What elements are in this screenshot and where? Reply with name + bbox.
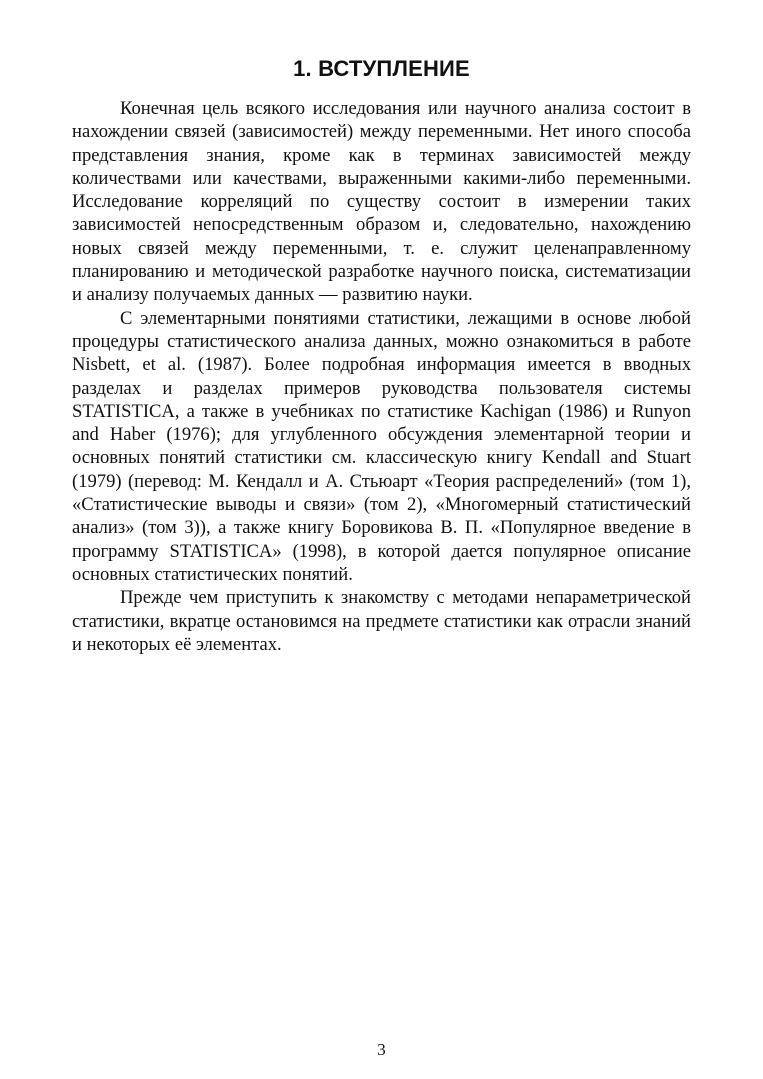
page-number: 3 xyxy=(377,1040,386,1059)
section-heading: 1. ВСТУПЛЕНИЕ xyxy=(293,56,470,81)
paragraph: Прежде чем приступить к знакомству с методами непараметрической статистики, вкратце остановимся на предмете статистики как отрасли знаний и некоторых её элементах. xyxy=(72,587,691,655)
body-text xyxy=(72,97,691,656)
paragraph: Конечная цель всякого исследования или научного анализа состоит в нахождении связей (зависимостей) между переменными. Нет иного способа представления знания, кроме как в терминах зависимостей между количествами или качествами, выраженными какими-либо переменными. Исследование корреляций по существу состоит в измерении таких зависимостей непосредственным образом и, следовательно, нахождению новых связей между переменными, т. е. служит целенаправленному планированию и методической разработке научного поиска, систематизации и анализу получаемых данных — развитию науки. xyxy=(72,98,691,306)
paragraph: С элементарными понятиями статистики, лежащими в основе любой процедуры статистического анализа данных, можно ознакомиться в работе Nisbett, et al. (1987). Более подробная информация имеется в вводных разделах и разделах примеров руководства пользователя системы STATISTICA, а также в учебниках по статистике Kachigan (1986) и Runyon and Haber (1976); для углубленного обсуждения элементарной теории и основных понятий статистики см. классическую книгу Kendall and Stuart (1979) (перевод: М. Кендалл и А. Стьюарт «Теория распределений» (том 1), «Статистические выводы и связи» (том 2), «Многомерный статистический анализ» (том 3)), а также книгу Боровикова В. П. «Популярное введение в программу STATISTICA» (1998), в которой дается популярное описание основных статистических понятий. xyxy=(72,307,691,585)
